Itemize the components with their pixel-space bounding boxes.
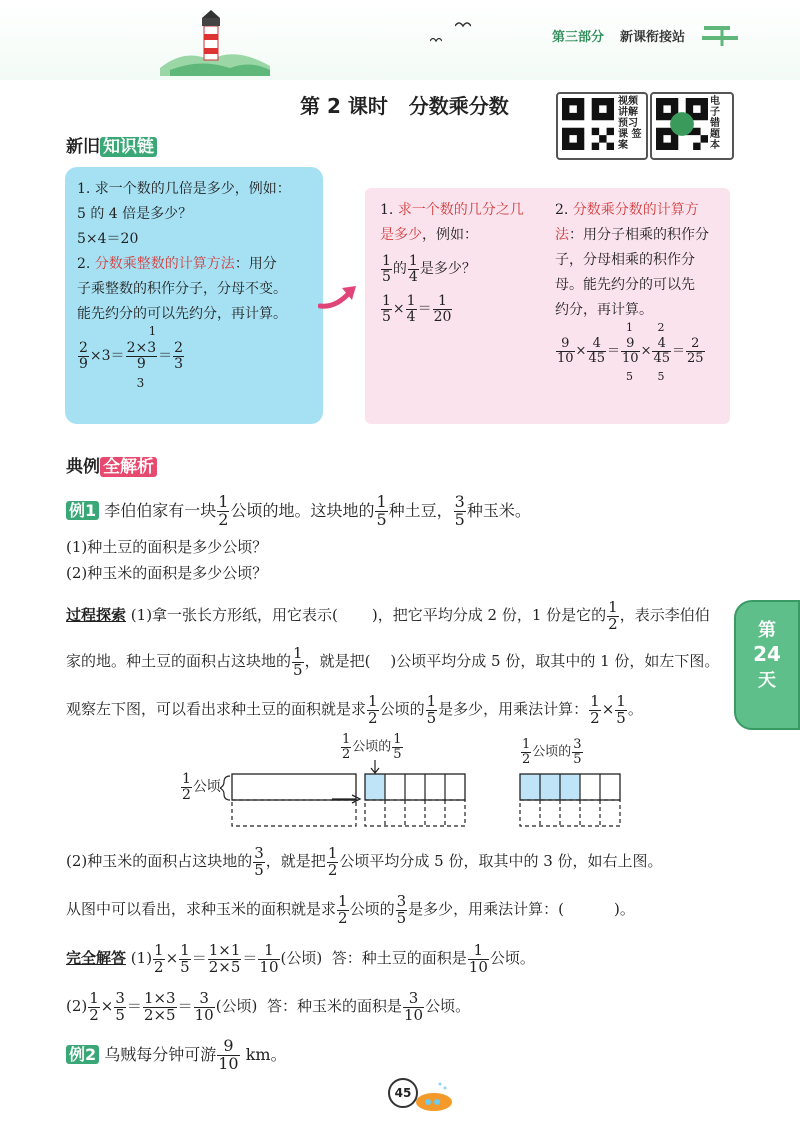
page-number: 45: [388, 1078, 418, 1108]
explore-p1: [66, 596, 756, 634]
denominator: 2×5: [208, 957, 241, 976]
ans-text: (2): [66, 997, 88, 1015]
numerator: 1: [180, 940, 190, 959]
fraction: [454, 494, 466, 529]
kr2-title: 分数乘分数的计算方: [572, 202, 699, 218]
explore-p2: [66, 642, 756, 680]
fraction: [433, 294, 453, 324]
fraction: [88, 988, 100, 1024]
part2-line1: [66, 842, 756, 880]
fraction: [426, 691, 438, 727]
denominator: 5: [454, 510, 465, 529]
p2-text: 公顷平均分成 5 份，取其中的 3 份，如右上图。: [339, 852, 663, 870]
explore-p3: [66, 690, 756, 728]
denominator: 5: [616, 708, 626, 727]
example-2: [66, 1036, 746, 1074]
denominator: 2: [218, 510, 229, 529]
fraction: [253, 843, 265, 879]
p2-text: )。: [613, 900, 635, 918]
kl-tail: ：用分: [234, 256, 277, 272]
fraction: [615, 691, 627, 727]
denominator: 10: [259, 957, 279, 976]
p2-text: (2)种玉米的面积占这块地的: [66, 852, 253, 870]
pointer-arrow-icon: [371, 760, 379, 773]
brace-icon: [220, 776, 230, 800]
denominator: 2×5: [143, 1005, 176, 1024]
ex1-text: 李伯伯家有一块: [104, 501, 217, 520]
denominator: 5: [293, 660, 303, 679]
fraction: [153, 940, 165, 976]
knowledge-left-box: [65, 167, 323, 424]
kr2-formula: $\frac{9}{10}$ × $\frac{4}{45}$ ＝ 9 10 1 5 × 4 45 2 5 ＝ $\frac{2}{25}$: [557, 321, 704, 383]
explore-text: 是多少，用乘法计算：: [438, 700, 589, 718]
bird-icon: [430, 36, 442, 44]
numerator: 1: [368, 691, 378, 710]
fraction: [78, 341, 89, 371]
fraction: [408, 254, 419, 284]
denominator: 10: [622, 350, 639, 366]
fraction: [341, 733, 351, 761]
explore-text: ，表示李伯伯: [619, 606, 710, 624]
denominator: 10: [557, 350, 574, 366]
numerator: 1: [338, 891, 348, 910]
lighthouse-illustration: [160, 8, 270, 76]
numerator: 1: [608, 597, 618, 616]
numerator: 3: [396, 891, 407, 910]
times: ×: [601, 700, 615, 718]
kl-formula: $\frac{2}{9}$ ×3＝ 2×3 9 1 3 ＝ $\frac{2}{3}$: [79, 324, 184, 390]
explore-text: 公顷的: [379, 700, 425, 718]
fraction: [556, 337, 575, 365]
kl-num: 2.: [77, 256, 95, 272]
bird-icon: [455, 20, 471, 30]
numerator: 1: [433, 294, 453, 310]
numerator: 3: [573, 737, 582, 752]
numerator: 9: [556, 337, 575, 352]
numerator: 1: [468, 943, 489, 960]
denominator: 10: [194, 1005, 214, 1024]
qr-video-label: 视频讲解 预习课 签案: [618, 96, 642, 151]
label-text: 公顷的: [352, 739, 392, 755]
denominator: 9: [136, 355, 146, 372]
numerator: 4: [587, 337, 606, 352]
cancel-bot: 3: [136, 376, 145, 390]
fraction: [381, 294, 392, 324]
fraction: [337, 891, 349, 927]
cancel-5b: 5: [657, 370, 665, 383]
header-part: 第三部分: [552, 30, 605, 45]
denominator: 10: [218, 1054, 239, 1073]
badge-part-a: 典例: [66, 457, 100, 477]
ans-text: 答：种土豆的面积是: [331, 949, 467, 967]
fraction: [217, 494, 229, 529]
kr1-line2: [380, 223, 550, 248]
ans-text: 公顷。: [425, 997, 471, 1015]
cancel-2: 2: [657, 321, 665, 334]
numerator: 2×3: [126, 340, 157, 356]
times-text: ×3＝: [89, 348, 125, 365]
fraction: [258, 940, 279, 976]
fraction: [126, 324, 158, 390]
diagram-left-label: [180, 772, 221, 802]
knowledge-badge: [66, 132, 157, 157]
kl-line4: [77, 252, 311, 277]
example-tag: 例2: [66, 1045, 99, 1064]
numerator: 3: [115, 988, 125, 1007]
kr2-line1: [555, 198, 725, 223]
header-section: 新课衔接站: [620, 30, 686, 45]
qr-errorbook-label: 电子错题本: [710, 96, 720, 151]
numerator: 1: [590, 691, 600, 710]
fraction: [652, 321, 671, 383]
p2-text: 公顷的: [349, 900, 395, 918]
side-tab-text: 第: [758, 620, 776, 641]
kr1-result: $\frac{1}{5}$ × $\frac{1}{4}$ ＝ $\frac{1}{20}$: [382, 293, 452, 326]
denominator: 5: [426, 708, 437, 727]
numerator: 9: [217, 1038, 239, 1056]
kr1-line1: [380, 198, 550, 223]
qr-icon: [656, 98, 708, 150]
denominator: 4: [406, 309, 416, 326]
fraction: [208, 940, 242, 976]
explore-text: 观察左下图，可以看出求种土豆的面积就是求: [66, 700, 367, 718]
denominator: 2: [327, 860, 338, 879]
numerator: 4: [652, 337, 671, 352]
p2-text: 是多少，用乘法计算：(: [408, 900, 564, 918]
fraction: [686, 337, 705, 365]
q-de: 的: [392, 261, 407, 278]
ex2-text: 乌贼每分钟可游: [104, 1045, 217, 1064]
denominator: 5: [254, 860, 264, 879]
denominator: 5: [376, 510, 387, 529]
kr2-line5: 约分，再计算。: [555, 302, 653, 318]
example-badge: [66, 452, 157, 477]
numerator: 1: [342, 732, 351, 747]
numerator: 2: [174, 340, 184, 356]
numerator: 1: [382, 293, 391, 310]
qr-code-error-book[interactable]: [650, 92, 734, 160]
ex1-text: 种土豆，: [388, 501, 453, 520]
kr2-num: 2.: [555, 202, 573, 218]
kl-line2: 5 的 4 倍是多少？: [77, 206, 193, 222]
fraction: [217, 1038, 239, 1073]
answer-2: (2) $\frac{1}{2}$ × $\frac{3}{5}$ ＝ $\frac{1\times 3}{2\times 5}$ ＝ $\frac{3}{10}$ (公顷) 答：种玉米的面积是 $\frac{3}{10}$ 公顷。: [66, 988, 471, 1024]
kr2-title2: 法: [555, 227, 569, 243]
q-tail: 是多少？: [419, 261, 476, 278]
ans-unit: (公顷): [215, 997, 258, 1015]
fraction: [406, 294, 417, 324]
arrow-right-icon: [332, 793, 362, 805]
knowledge-right-col1: [380, 198, 550, 325]
numerator: 1: [406, 293, 416, 310]
denominator: 45: [588, 350, 605, 366]
kl-method: 分数乘整数的计算方法: [94, 256, 235, 272]
numerator: 1: [258, 943, 279, 960]
denominator: 2: [338, 908, 348, 927]
numerator: 1×1: [208, 940, 241, 959]
qr-code-video[interactable]: [556, 92, 648, 160]
denominator: 20: [433, 309, 452, 326]
denominator: 5: [382, 268, 391, 285]
numerator: 1: [376, 492, 387, 512]
numerator: 1: [89, 988, 99, 1007]
p2-text: ，就是把: [265, 852, 326, 870]
denominator: 10: [468, 957, 488, 976]
side-tab-day: 24: [753, 642, 781, 666]
fraction: [194, 988, 215, 1024]
kr1-num: 1.: [380, 202, 398, 218]
ans-text: 公顷。: [489, 949, 535, 967]
fraction: [621, 321, 640, 383]
knowledge-right-col2: [555, 198, 725, 383]
badge-part-a: 新旧: [66, 137, 100, 157]
denominator: 4: [408, 268, 418, 285]
numerator: 1: [382, 253, 391, 269]
numerator: 1×3: [143, 988, 176, 1007]
badge-part-b: 知识链: [100, 137, 157, 157]
ex1-q2: (2)种玉米的面积是多少公顷？: [66, 564, 268, 582]
denominator: 25: [687, 350, 704, 366]
kl-line3: 5×4＝20: [77, 231, 139, 247]
fraction-diagram: [220, 760, 630, 832]
qr-icon: [562, 98, 614, 150]
fraction: [587, 337, 606, 365]
header-logo-icon: [700, 22, 740, 48]
numerator: 1: [327, 843, 338, 862]
side-tab-text: 天: [758, 670, 776, 691]
denominator: 3: [174, 355, 184, 372]
cancel-1: 1: [626, 321, 634, 334]
part2-line2: [66, 890, 756, 928]
numerator: 1: [616, 691, 626, 710]
cancel-top: 1: [148, 324, 157, 338]
denominator: 2: [89, 1005, 99, 1024]
example-1: [66, 492, 746, 530]
explore-text: )公顷平均分成 5 份，取其中的 1 份，如左下图。: [390, 652, 720, 670]
label-text: 公顷: [192, 779, 221, 796]
fraction: [181, 772, 192, 802]
denominator: 5: [396, 908, 407, 927]
numerator: 9: [621, 337, 640, 352]
explore-tag: 过程探索: [66, 606, 127, 624]
fraction: [327, 843, 339, 879]
kr1-title2: 是多少: [380, 227, 422, 243]
fraction: [589, 691, 601, 727]
fraction: [173, 341, 184, 371]
numerator: 1: [182, 771, 191, 787]
example-tag: 例1: [66, 501, 99, 520]
numerator: 1: [522, 737, 531, 752]
ex1-text: 公顷的地。这块地的: [230, 501, 375, 520]
numerator: 1: [408, 253, 418, 269]
kl-line1: 1. 求一个数的几倍是多少，例如：: [77, 181, 291, 197]
denominator: 5: [115, 1005, 125, 1024]
numerator: 3: [454, 492, 465, 512]
denominator: 2: [608, 614, 618, 633]
denominator: 5: [573, 751, 582, 767]
p2-text: 从图中可以看出，求种玉米的面积就是求: [66, 900, 337, 918]
fraction: [179, 940, 191, 976]
explore-text: )，把它平均分成 2 份，1 份是它的: [371, 606, 607, 624]
kr2-text: ：用分子相乘的积作分: [569, 227, 709, 243]
numerator: 1: [293, 643, 303, 662]
kr2-line2: [555, 223, 725, 248]
arrow-icon: [318, 282, 362, 312]
kr2-line3: 子，分母相乘的积作分: [555, 252, 695, 268]
denominator: 45: [653, 350, 671, 366]
explore-text: (1)拿一张长方形纸，用它表示(: [130, 606, 338, 624]
denominator: 5: [180, 957, 190, 976]
fraction: [375, 494, 387, 529]
denominator: 2: [590, 708, 600, 727]
ex2-unit: km。: [245, 1045, 287, 1064]
kl-line6: 能先约分的可以先约分，再计算。: [77, 306, 287, 322]
label-text: 公顷的: [532, 744, 572, 760]
numerator: 3: [403, 991, 424, 1008]
page-title: 第 2 课时 分数乘分数: [300, 94, 509, 118]
denominator: 10: [403, 1005, 424, 1024]
denominator: 5: [393, 746, 402, 762]
numerator: 2: [79, 340, 88, 356]
numerator: 1: [218, 492, 229, 512]
ex1-q1: (1)种土豆的面积是多少公顷？: [66, 538, 268, 556]
kl-line5: 子乘整数的积作分子，分母不变。: [77, 281, 287, 297]
day-side-tab[interactable]: [734, 600, 800, 730]
answer-tag: 完全解答: [66, 949, 127, 967]
ans-unit: (公顷): [280, 949, 323, 967]
fraction: [392, 733, 402, 761]
fraction: [396, 891, 408, 927]
kr1-question: [380, 254, 550, 284]
numerator: 1: [154, 940, 164, 959]
diagram-mid-label: [340, 733, 404, 761]
numerator: 2: [686, 337, 705, 352]
fraction: [367, 691, 379, 727]
numerator: 1: [426, 691, 437, 710]
fraction: [381, 254, 392, 284]
cancel-5a: 5: [626, 370, 634, 383]
numerator: 3: [254, 843, 264, 862]
fraction: [468, 940, 489, 976]
kr1-title: 求一个数的几分之几: [397, 202, 524, 218]
denominator: 2: [342, 746, 351, 762]
fraction: [403, 988, 424, 1024]
explore-text: 家的地。种土豆的面积占这块地的: [66, 652, 292, 670]
denominator: 2: [368, 708, 378, 727]
ex1-text: 种玉米。: [466, 501, 531, 520]
kr1-eg: ，例如：: [422, 227, 478, 243]
numerator: 1: [393, 732, 402, 747]
fraction: [292, 643, 304, 679]
denominator: 9: [79, 355, 88, 372]
ans-text: (1): [130, 949, 153, 967]
denominator: 2: [522, 751, 531, 767]
answer-1: 完全解答 (1) $\frac{1}{2}$ × $\frac{1}{5}$ ＝ $\frac{1\times 1}{2\times 5}$ ＝ $\frac{1}{10}$ (公顷) 答：种土豆的面积是 $\frac{1}{10}$ 公顷。: [66, 940, 535, 976]
fraction: [114, 988, 126, 1024]
badge-part-b: 全解析: [100, 457, 157, 477]
numerator: 3: [194, 991, 215, 1008]
kr2-line4: 母。能先约分的可以先: [555, 277, 695, 293]
denominator: 2: [182, 786, 191, 803]
fraction: [143, 988, 177, 1024]
denominator: 5: [382, 309, 391, 326]
denominator: 2: [154, 957, 164, 976]
explore-text: 。: [627, 700, 643, 718]
fraction: [607, 597, 619, 633]
ans-text: 答：种玉米的面积是: [266, 997, 402, 1015]
explore-text: ，就是把(: [304, 652, 371, 670]
